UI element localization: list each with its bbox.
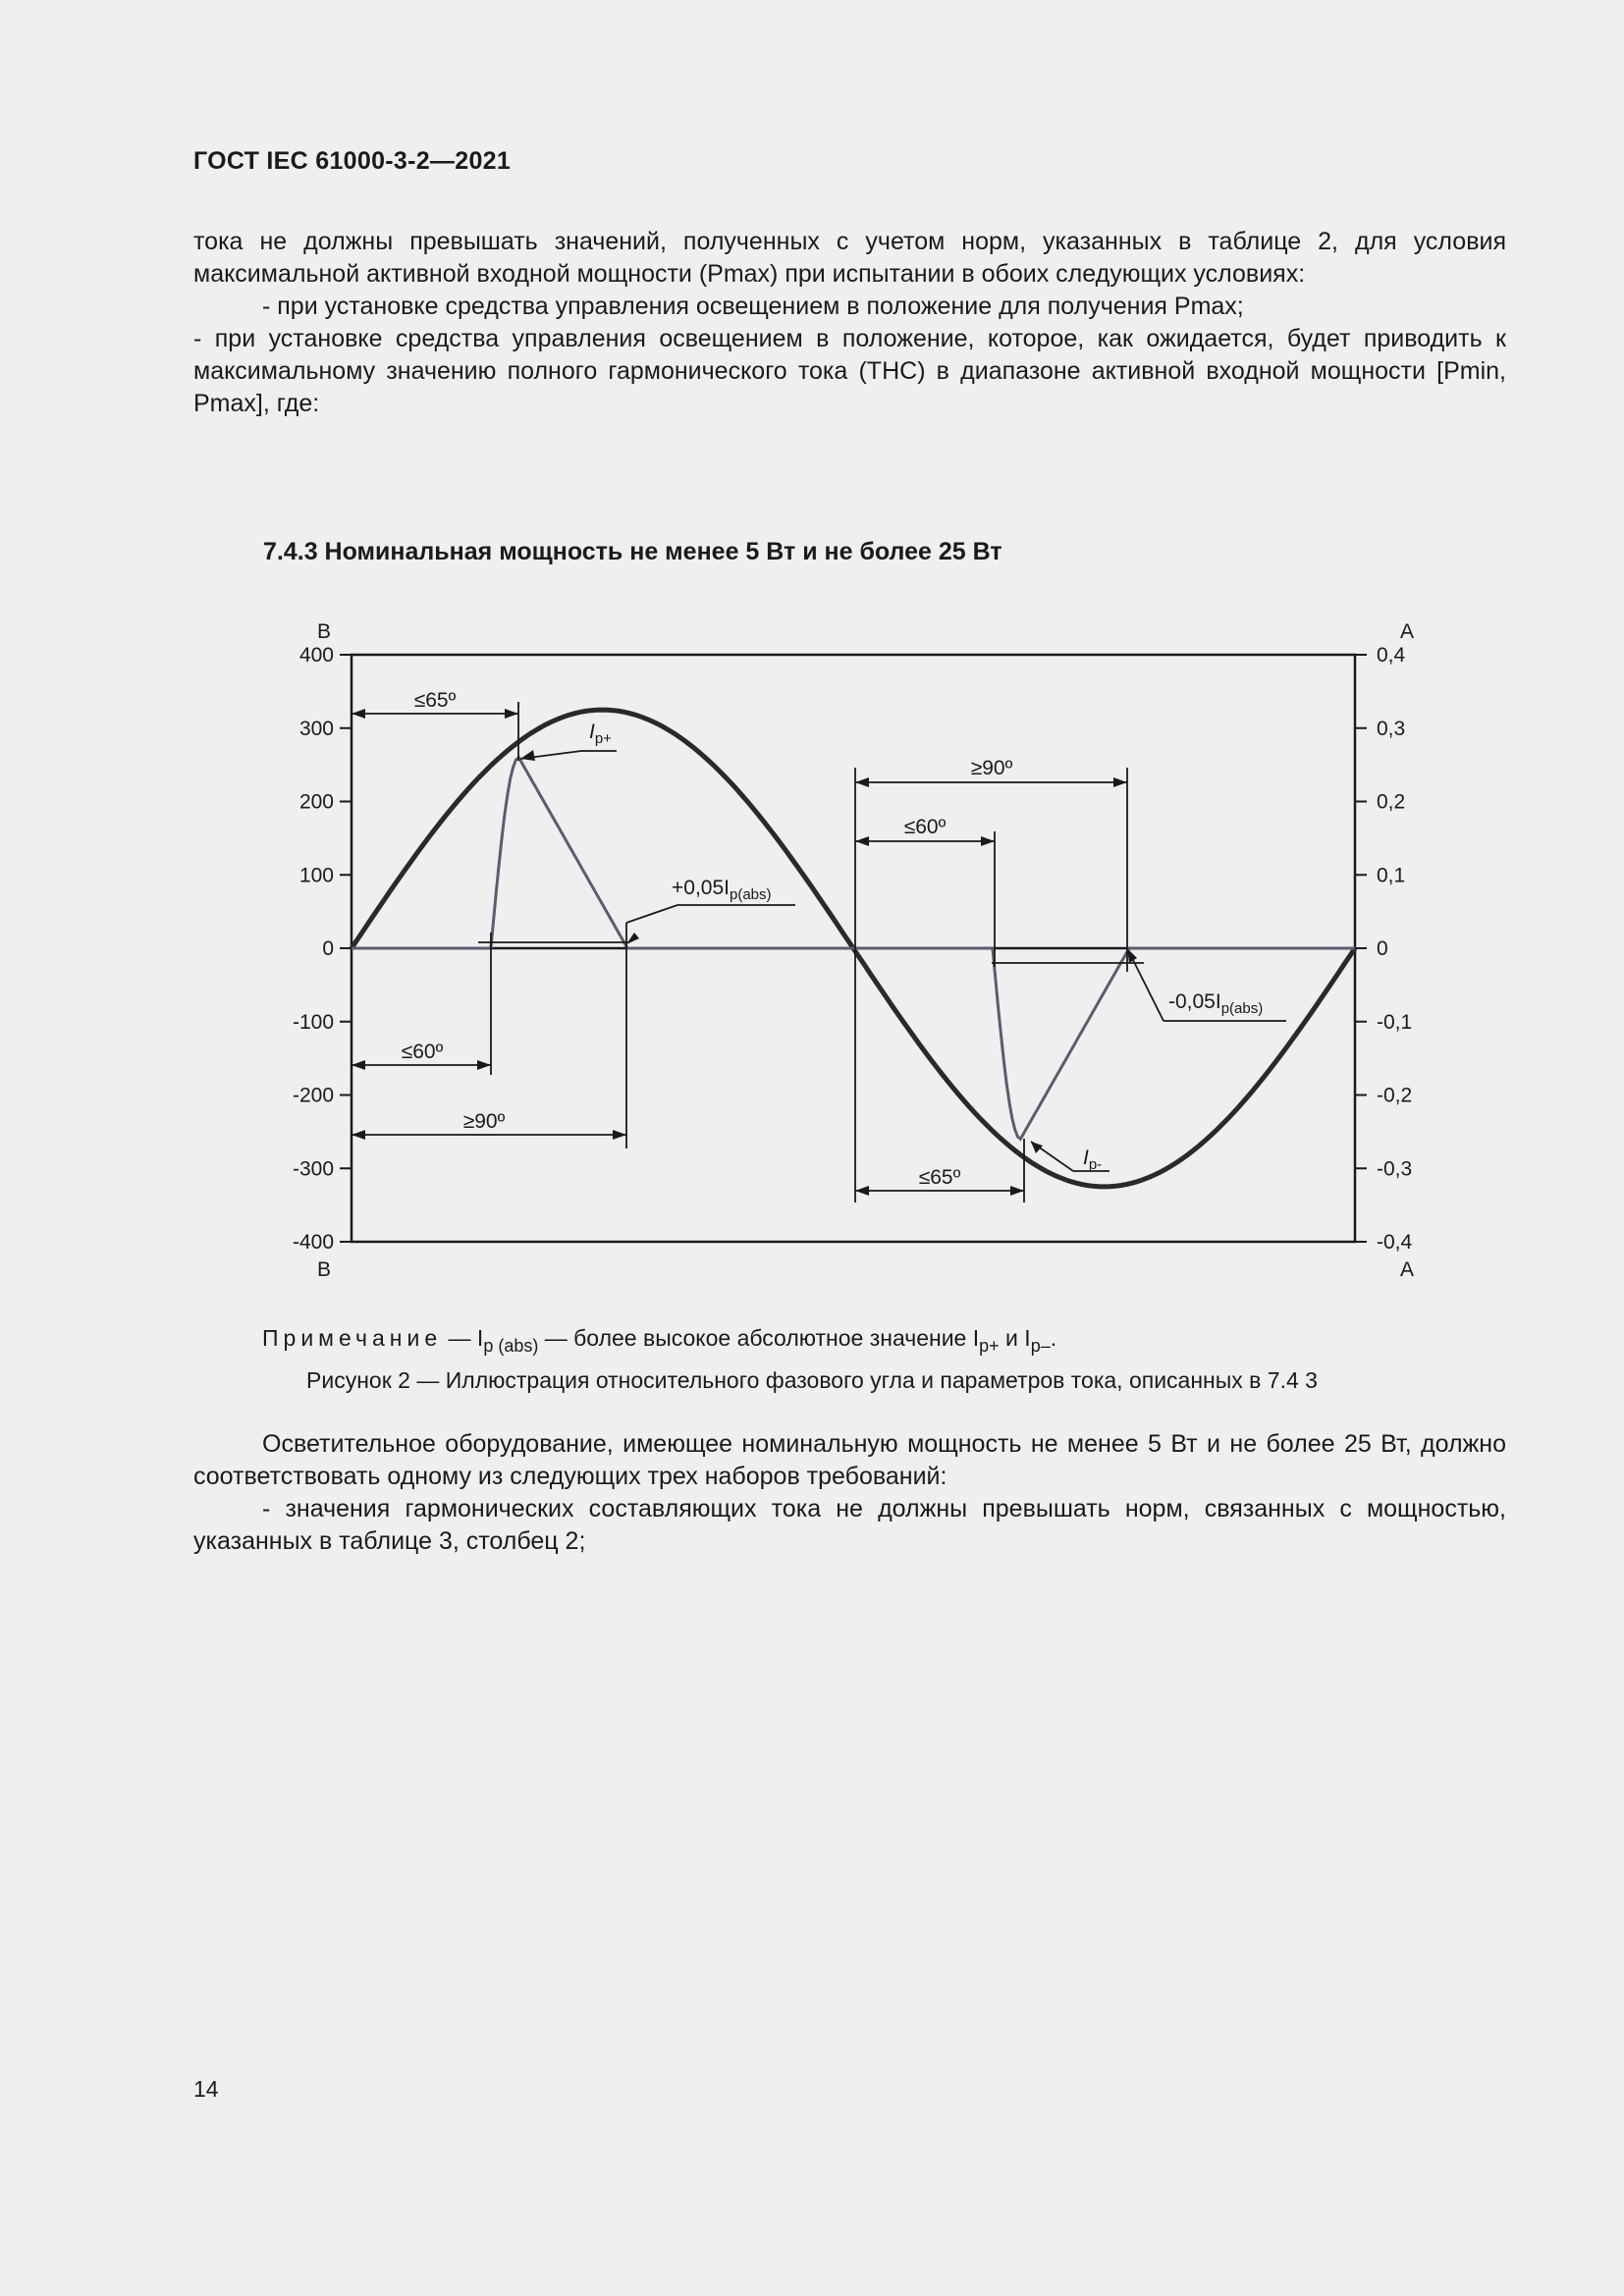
label-le60-neg: ≤60º	[903, 816, 947, 838]
intro-bullet-1: - при установке средства управления освещением в положение для получения Pmax;	[262, 293, 1244, 320]
left-tick-label: 200	[298, 790, 334, 814]
right-axis-unit-top: А	[1399, 620, 1415, 643]
figure-note: Примечание — $I_{p (abs)}$ — более высокое абсолютное значение $I_{p+}$ и $I_{p-}$.	[262, 1325, 1057, 1356]
right-tick-label: -0,3	[1377, 1157, 1413, 1181]
right-tick-label: 0,3	[1377, 717, 1406, 740]
label-ip-plus: $I_{p+}$	[589, 721, 612, 747]
label-le65-neg: ≤65º	[918, 1166, 961, 1189]
body-bullet-1: - значения гармонических составляющих тока не должны превышать норм, связанных с мощностью, указанных в таблице 3, столбец 2;	[193, 1495, 1506, 1555]
intro-paragraph: тока не должны превышать значений, полученных с учетом норм, указанных в таблице 2, для условия максимальной активной входной мощности (Pmax) при испытании в обоих следующих условиях:	[193, 228, 1506, 288]
right-axis-unit-bottom: А	[1399, 1258, 1415, 1281]
body-text	[193, 1428, 1506, 1558]
right-tick-label: 0,1	[1377, 864, 1406, 887]
label-ge90-neg: ≥90º	[970, 757, 1013, 779]
left-tick-label: 100	[298, 864, 334, 887]
left-tick-label: 300	[298, 717, 334, 740]
label-ge90-pos: ≥90º	[462, 1110, 506, 1133]
left-tick-label: -200	[292, 1084, 334, 1107]
left-axis-unit-bottom: В	[316, 1258, 332, 1281]
right-tick-label: -0,4	[1377, 1231, 1413, 1254]
label-le65-pos: ≤65º	[413, 689, 457, 712]
figure-caption: Рисунок 2 — Иллюстрация относительного фазового угла и параметров тока, описанных в 7.4 3	[306, 1367, 1318, 1393]
document-header: ГОСТ IEC 61000-3-2—2021	[193, 147, 512, 175]
label-neg-threshold: $-0,05I_{p(abs)}$	[1168, 990, 1264, 1017]
right-tick-label: 0,2	[1377, 790, 1406, 814]
left-tick-label: -300	[292, 1157, 334, 1181]
right-tick-label: 0	[1377, 937, 1388, 960]
right-tick-label: 0,4	[1377, 644, 1406, 667]
note-label: Примечание	[262, 1325, 443, 1351]
right-axis-ticks	[1355, 644, 1413, 1254]
right-tick-label: -0,1	[1377, 1010, 1413, 1034]
left-tick-label: 0	[322, 937, 334, 960]
left-axis-ticks	[293, 644, 352, 1254]
intro-bullet-2: - при установке средства управления освещением в положение, которое, как ожидается, будет приводить к максимальному значению полного гармонического тока (THC) в диапазоне активной входной мощности [Pmin, Pmax], где:	[193, 325, 1506, 417]
right-tick-label: -0,2	[1377, 1084, 1413, 1107]
left-tick-label: -400	[292, 1231, 334, 1254]
body-paragraph-1: Осветительное оборудование, имеющее номинальную мощность не менее 5 Вт и не более 25 Вт, должно соответствовать одному из следующих трех наборов требований:	[193, 1430, 1506, 1490]
left-axis-unit-top: В	[316, 620, 332, 643]
label-pos-threshold: $+0,05I_{p(abs)}$	[672, 877, 772, 903]
left-tick-label: 400	[298, 644, 334, 667]
left-tick-label: -100	[292, 1010, 334, 1034]
section-heading: 7.4.3 Номинальная мощность не менее 5 Вт и не более 25 Вт	[263, 538, 1002, 565]
label-ip-minus: $I_{p-}$	[1083, 1147, 1103, 1173]
label-le60-pos: ≤60º	[401, 1041, 444, 1063]
page-number: 14	[193, 2076, 219, 2102]
